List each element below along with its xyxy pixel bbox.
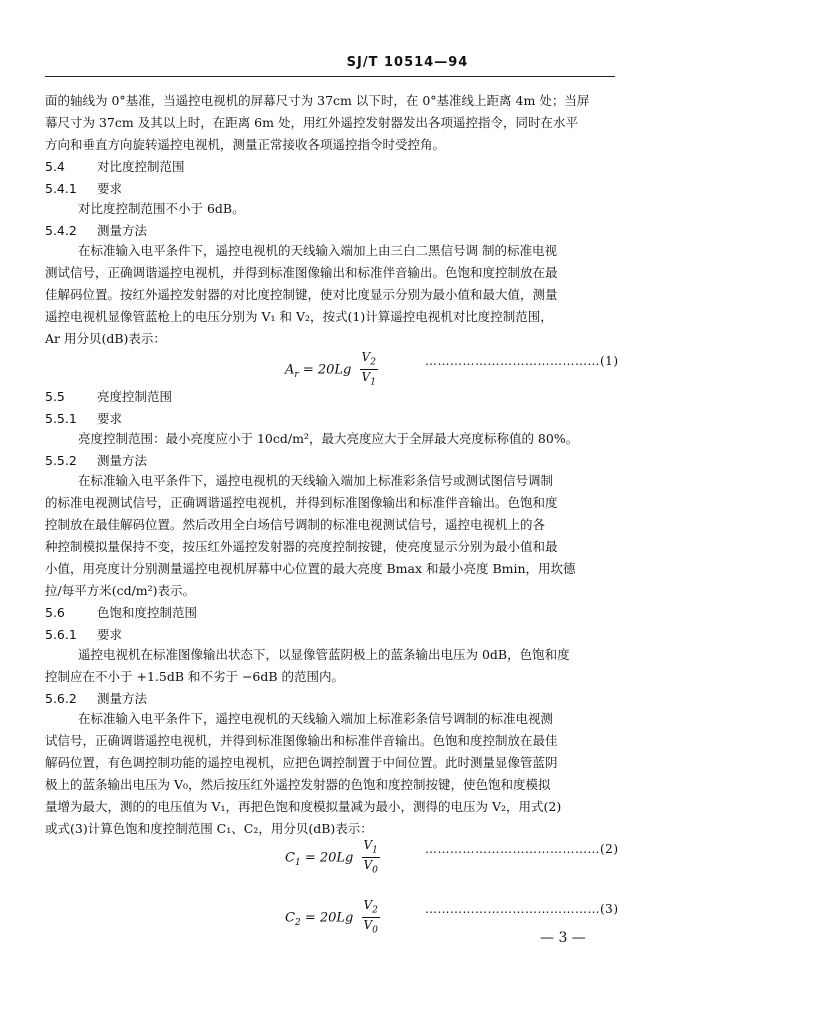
- formula-fraction: [362, 838, 380, 878]
- section-heading-5-5: [45, 388, 172, 406]
- paragraph-line: 的标准电视测试信号，正确调谐遥控电视机，并得到标准图像输出和标准伴音输出。色饱和度: [45, 495, 558, 510]
- paragraph-line: 试信号，正确调谐遥控电视机，并得到标准图像输出和标准伴音输出。色饱和度控制放在最佳: [45, 733, 558, 748]
- section-number: 5.4.1: [45, 181, 77, 196]
- paragraph-line: 在标准输入电平条件下，遥控电视机的天线输入端加上由三白二黑信号调 制的标准电视: [78, 243, 557, 258]
- numerator: V: [363, 838, 373, 852]
- formula-lhs: C: [285, 850, 295, 866]
- denominator-sub: 0: [372, 925, 378, 936]
- paragraph-line: 解码位置，有色调控制功能的遥控电视机，应把色调控制置于中间位置。此时测量显像管蓝阴: [45, 755, 558, 770]
- section-title: 要求: [97, 627, 123, 642]
- section-heading-5-5-1: [45, 410, 122, 428]
- formula-lhs-sub: 1: [294, 857, 301, 868]
- header-rule: [45, 76, 615, 77]
- formula-fraction: [362, 898, 380, 938]
- formula-1: [285, 350, 378, 390]
- section-title: 亮度控制范围: [97, 389, 173, 404]
- section-title: 测量方法: [97, 223, 148, 238]
- section-heading-5-6-1: [45, 626, 122, 644]
- numerator: V: [361, 350, 371, 364]
- equation-number-2: ……………………………………(2): [425, 842, 619, 856]
- numerator-sub: 2: [372, 905, 378, 916]
- page-number: — 3 —: [540, 930, 586, 946]
- section-heading-5-4-1: [45, 180, 122, 198]
- section-title: 对比度控制范围: [97, 159, 185, 174]
- section-heading-5-5-2: [45, 452, 147, 470]
- denominator: V: [363, 918, 373, 933]
- formula-lhs: A: [285, 362, 295, 378]
- numerator: V: [363, 898, 373, 912]
- section-title: 测量方法: [97, 691, 148, 706]
- section-number: 5.6.2: [45, 691, 77, 706]
- equation-number-1: ……………………………………(1): [425, 354, 619, 368]
- section-title: 测量方法: [97, 453, 148, 468]
- denominator: V: [361, 370, 371, 385]
- paragraph-line: 方向和垂直方向旋转遥控电视机，测量正常接收各项遥控指令时受控角。: [45, 137, 446, 152]
- section-number: 5.6.1: [45, 627, 77, 642]
- section-number: 5.5.1: [45, 411, 77, 426]
- section-number: 5.4: [45, 159, 65, 174]
- section-number: 5.5.2: [45, 453, 77, 468]
- section-heading-5-4-2: [45, 222, 147, 240]
- numerator-sub: 2: [370, 357, 376, 368]
- paragraph-line: 控制放在最佳解码位置。然后改用全白场信号调制的标准电视测试信号，遥控电视机上的各: [45, 517, 546, 532]
- formula-rhs: = 20Lg: [304, 850, 354, 866]
- paragraph-line: 在标准输入电平条件下，遥控电视机的天线输入端加上标准彩条信号或测试图信号调制: [78, 473, 554, 488]
- paragraph-line: 遥控电视机显像管蓝枪上的电压分别为 V₁ 和 V₂，按式(1)计算遥控电视机对比度控制范围，: [45, 309, 553, 324]
- formula-lhs: C: [285, 910, 295, 926]
- formula-rhs: = 20Lg: [304, 910, 354, 926]
- section-heading-5-6: [45, 604, 197, 622]
- section-number: 5.4.2: [45, 223, 77, 238]
- section-heading-5-4: [45, 158, 185, 176]
- paragraph-line: 种控制模拟量保持不变，按压红外遥控发射器的亮度控制按键，使亮度显示分别为最小值和最: [45, 539, 558, 554]
- paragraph-line: 在标准输入电平条件下，遥控电视机的天线输入端加上标准彩条信号调制的标准电视测: [78, 711, 554, 726]
- denominator: V: [363, 858, 373, 873]
- paragraph-line: Ar 用分贝(dB)表示：: [45, 331, 166, 346]
- doc-header: SJ/T 10514—94: [346, 55, 469, 70]
- paragraph-line: 幕尺寸为 37cm 及其以上时，在距离 6m 处，用红外遥控发射器发出各项遥控指令，同时在水平: [45, 115, 578, 130]
- equation-number-3: ……………………………………(3): [425, 902, 619, 916]
- paragraph-line: 或式(3)计算色饱和度控制范围 C₁、C₂，用分贝(dB)表示：: [45, 821, 373, 836]
- paragraph-line: 小值，用亮度计分别测量遥控电视机屏幕中心位置的最大亮度 Bmax 和最小亮度 Bmin，用坎德: [45, 561, 576, 576]
- denominator-sub: 1: [370, 377, 376, 388]
- formula-lhs-sub: 2: [294, 917, 301, 928]
- section-number: 5.5: [45, 389, 65, 404]
- paragraph-line: 量增为最大，测的的电压值为 V₁，再把色饱和度模拟量减为最小，测得的电压为 V₂，用式(2): [45, 799, 562, 814]
- paragraph-line: 面的轴线为 0°基准，当遥控电视机的屏幕尺寸为 37cm 以下时，在 0°基准线上距离 4m 处；当屏: [45, 93, 590, 108]
- section-number: 5.6: [45, 605, 65, 620]
- denominator-sub: 0: [372, 865, 378, 876]
- section-title: 色饱和度控制范围: [97, 605, 198, 620]
- formula-fraction: [360, 350, 378, 390]
- formula-3: [285, 898, 380, 938]
- paragraph-line: 极上的蓝条输出电压为 V₀，然后按压红外遥控发射器的色饱和度控制按键，使色饱和度模拟: [45, 777, 551, 792]
- paragraph-line: 遥控电视机在标准图像输出状态下，以显像管蓝阴极上的蓝条输出电压为 0dB，色饱和度: [78, 647, 570, 662]
- formula-lhs-sub: r: [294, 369, 299, 380]
- section-title: 要求: [97, 411, 123, 426]
- section-heading-5-6-2: [45, 690, 147, 708]
- numerator-sub: 1: [372, 845, 378, 856]
- paragraph-line: 测试信号，正确调谐遥控电视机，并得到标准图像输出和标准伴音输出。色饱和度控制放在最: [45, 265, 558, 280]
- section-title: 要求: [97, 181, 123, 196]
- formula-2: [285, 838, 380, 878]
- formula-rhs: = 20Lg: [302, 362, 352, 378]
- paragraph-line: 控制应在不小于 +1.5dB 和不劣于 −6dB 的范围内。: [45, 669, 345, 684]
- paragraph-line: 对比度控制范围不小于 6dB。: [78, 201, 245, 216]
- paragraph-line: 拉/每平方米(cd/m²)表示。: [45, 583, 196, 598]
- paragraph-line: 亮度控制范围：最小亮度应小于 10cd/m²，最大亮度应大于全屏最大亮度标称值的 80%。: [78, 431, 579, 446]
- paragraph-line: 佳解码位置。按红外遥控发射器的对比度控制键，使对比度显示分别为最小值和最大值，测量: [45, 287, 558, 302]
